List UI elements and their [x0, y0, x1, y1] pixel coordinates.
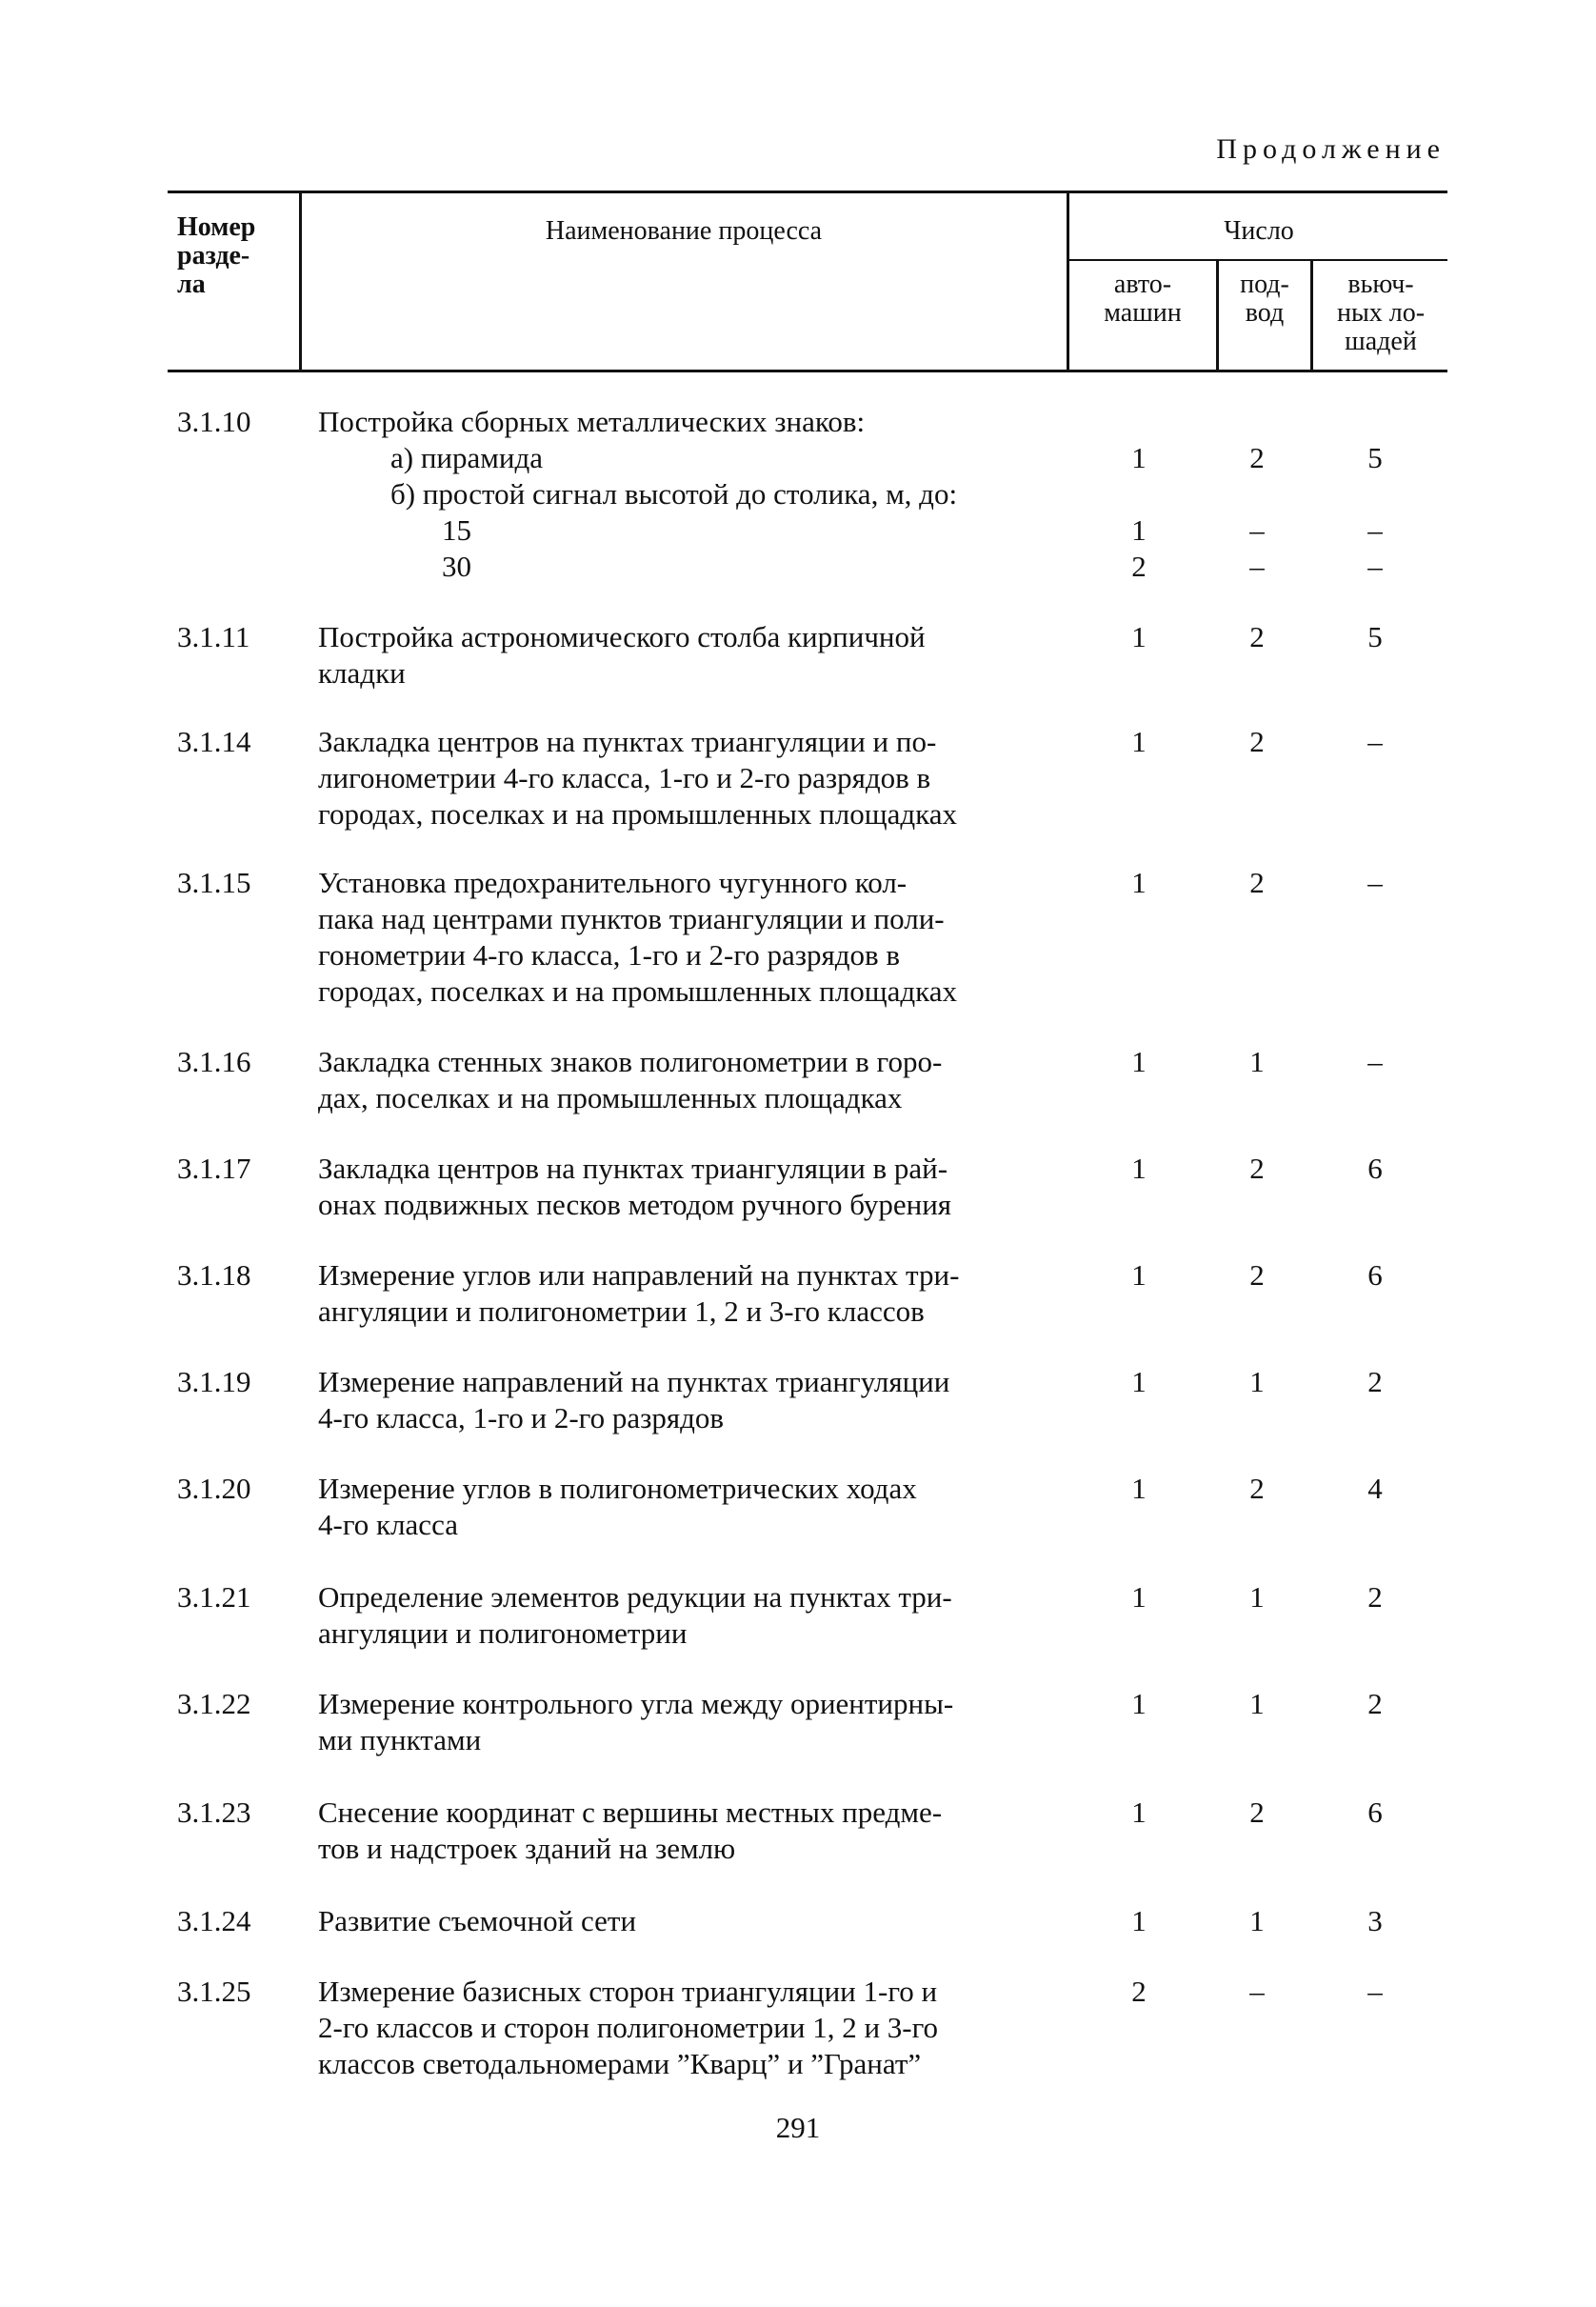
process-header: Наименование процесса [545, 216, 823, 246]
cars-value: 1 [1131, 1152, 1147, 1185]
horses-value: – [1367, 513, 1383, 547]
process-name: Закладка центров на пунктах триангуляции и по- лигонометрии 4-го класса, 1-го и 2-го разрядов в городах, поселках и на промышленных площадках [318, 725, 957, 831]
section-number: 3.1.22 [177, 1687, 251, 1720]
cars-value: 1 [1131, 1258, 1147, 1292]
horses-header: вьюч- ных ло- шадей [1336, 270, 1426, 356]
carts-value: 2 [1249, 620, 1265, 653]
carts-value: 1 [1249, 1365, 1265, 1398]
process-name: Закладка центров на пунктах триангуляции в рай- онах подвижных песков методом ручного бурения [318, 1152, 952, 1221]
carts-value: – [1249, 550, 1265, 583]
cars-value: 1 [1131, 513, 1147, 547]
header-divider-4 [1310, 259, 1313, 372]
section-number: 3.1.17 [177, 1152, 251, 1185]
section-number: 3.1.21 [177, 1580, 251, 1614]
count-subheader-rule [1067, 259, 1447, 261]
section-number: 3.1.18 [177, 1258, 251, 1292]
cars-value: 1 [1131, 1580, 1147, 1614]
horses-value: 2 [1367, 1365, 1383, 1398]
section-number: 3.1.23 [177, 1795, 251, 1829]
horses-value: 6 [1367, 1795, 1383, 1829]
carts-value: 2 [1249, 1152, 1265, 1185]
subitem-label: 30 [442, 550, 471, 583]
section-number: 3.1.10 [177, 405, 251, 438]
section-number: 3.1.15 [177, 866, 251, 899]
carts-value: 1 [1249, 1580, 1265, 1614]
horses-value: 4 [1367, 1472, 1383, 1505]
horses-value: – [1367, 1975, 1383, 2008]
carts-value: 2 [1249, 1472, 1265, 1505]
carts-value: – [1249, 513, 1265, 547]
carts-value: 2 [1249, 441, 1265, 474]
continuation-label: Продолжение [1216, 133, 1446, 165]
horses-value: – [1367, 1045, 1383, 1078]
section-number: 3.1.19 [177, 1365, 251, 1398]
horses-value: – [1367, 550, 1383, 583]
process-name: Постройка астрономического столба кирпичной кладки [318, 620, 926, 690]
carts-value: – [1249, 1975, 1265, 2008]
carts-value: 1 [1249, 1904, 1265, 1937]
header-divider-2 [1067, 191, 1069, 372]
process-name: Измерение контрольного угла между ориентирны- ми пунктами [318, 1687, 954, 1756]
carts-value: 2 [1249, 725, 1265, 758]
cars-header: авто- машин [1104, 270, 1182, 328]
process-name: Измерение углов или направлений на пунктах три- ангуляции и полигонометрии 1, 2 и 3-го классов [318, 1258, 960, 1328]
cars-value: 1 [1131, 1904, 1147, 1937]
cars-value: 2 [1131, 1975, 1147, 2008]
process-name: Измерение углов в полигонометрических ходах 4-го класса [318, 1472, 917, 1541]
header-top-rule [168, 191, 1447, 193]
horses-value: – [1367, 725, 1383, 758]
cars-value: 1 [1131, 1045, 1147, 1078]
process-name: Постройка сборных металлических знаков: [318, 405, 866, 438]
carts-value: 2 [1249, 1258, 1265, 1292]
cars-value: 1 [1131, 441, 1147, 474]
process-name: Установка предохранительного чугунного кол- пака над центрами пунктов триангуляции и поли- гонометрии 4-го класса, 1-го и 2-го разрядов в городах, поселках и на промышленных площадках [318, 866, 957, 1008]
cars-value: 1 [1131, 1687, 1147, 1720]
horses-value: 5 [1367, 441, 1383, 474]
cars-value: 2 [1131, 550, 1147, 583]
carts-header: под- вод [1240, 270, 1289, 328]
section-number: 3.1.14 [177, 725, 251, 758]
cars-value: 1 [1131, 866, 1147, 899]
header-divider-1 [299, 191, 302, 372]
horses-value: 2 [1367, 1687, 1383, 1720]
page-number: 291 [775, 2111, 821, 2144]
cars-value: 1 [1131, 725, 1147, 758]
subitem-label: 15 [442, 513, 471, 547]
section-number: 3.1.11 [177, 620, 250, 653]
subitem-label: б) простой сигнал высотой до столика, м, до: [390, 477, 958, 511]
section-number: 3.1.24 [177, 1904, 251, 1937]
horses-value: 3 [1367, 1904, 1383, 1937]
cars-value: 1 [1131, 620, 1147, 653]
count-header: Число [1224, 216, 1294, 246]
horses-value: 6 [1367, 1152, 1383, 1185]
carts-value: 2 [1249, 1795, 1265, 1829]
process-name: Закладка стенных знаков полигонометрии в горо- дах, поселках и на промышленных площадках [318, 1045, 943, 1114]
carts-value: 1 [1249, 1687, 1265, 1720]
horses-value: 2 [1367, 1580, 1383, 1614]
process-name: Определение элементов редукции на пунктах три- ангуляции и полигонометрии [318, 1580, 952, 1650]
cars-value: 1 [1131, 1472, 1147, 1505]
subitem-label: а) пирамида [390, 441, 544, 474]
carts-value: 1 [1249, 1045, 1265, 1078]
carts-value: 2 [1249, 866, 1265, 899]
horses-value: – [1367, 866, 1383, 899]
cars-value: 1 [1131, 1365, 1147, 1398]
horses-value: 5 [1367, 620, 1383, 653]
cars-value: 1 [1131, 1795, 1147, 1829]
section-number: 3.1.16 [177, 1045, 251, 1078]
process-name: Снесение координат с вершины местных предме- тов и надстроек зданий на землю [318, 1795, 943, 1865]
process-name: Развитие съемочной сети [318, 1904, 637, 1937]
header-bottom-rule [168, 370, 1447, 372]
section-header: Номер разде- ла [177, 212, 256, 299]
section-number: 3.1.25 [177, 1975, 251, 2008]
section-number: 3.1.20 [177, 1472, 251, 1505]
horses-value: 6 [1367, 1258, 1383, 1292]
process-name: Измерение направлений на пунктах триангуляции 4-го класса, 1-го и 2-го разрядов [318, 1365, 950, 1434]
process-name: Измерение базисных сторон триангуляции 1-го и 2-го классов и сторон полигонометрии 1, 2 и 3-го классов светодальномерами ”Кварц” и ”Гранат” [318, 1975, 939, 2080]
